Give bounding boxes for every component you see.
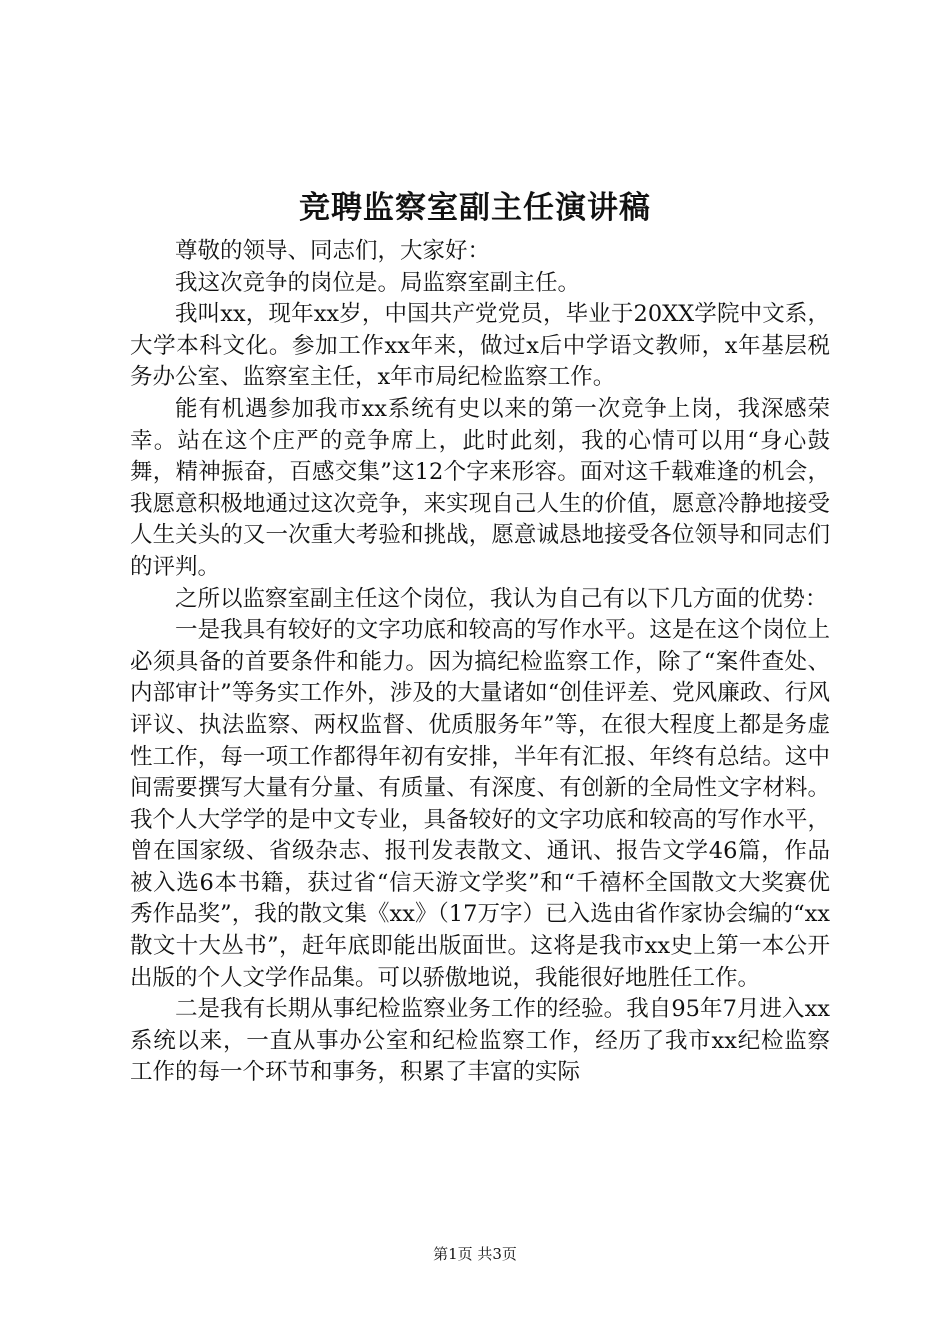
paragraph-advantage-two: 二是我有长期从事纪检监察业务工作的经验。我自95年7月进入xx系统以来，一直从事办公室和纪检监察工作，经历了我市xx纪检监察工作的每一个环节和事务，积累了丰富的实际	[130, 996, 830, 1086]
paragraph-advantage-one: 一是我具有较好的文字功底和较高的写作水平。这是在这个岗位上必须具备的首要条件和能力。因为搞纪检监察工作，除了“案件查处、内部审计”等务实工作外，涉及的大量诸如“创佳评差、党风廉政、行风评议、执法监察、两权监督、优质服务年”等，在很大程度上都是务虚性工作，每一项工作都得年初有安排，半年有汇报、年终有总结。这中间需要撰写大量有分量、有质量、有深度、有创新的全局性文字材料。我个人大学学的是中文专业，具备较好的文字功底和较高的写作水平，曾在国家级、省级杂志、报刊发表散文、通讯、报告文学46篇，作品被入选6本书籍，获过省“信天游文学奖”和“千禧杯全国散文大奖赛优秀作品奖”，我的散文集《xx》（17万字）已入选由省作家协会编的“xx散文十大丛书”，赶年底即能出版面世。这将是我市xx史上第一本公开出版的个人文学作品集。可以骄傲地说，我能很好地胜任工作。	[130, 617, 830, 991]
paragraph-position: 我这次竞争的岗位是。局监察室副主任。	[175, 269, 581, 296]
page-footer: 第1页 共3页	[433, 1245, 517, 1263]
document-body	[130, 236, 830, 1089]
paragraph-advantages-intro: 之所以监察室副主任这个岗位，我认为自己有以下几方面的优势：	[175, 585, 828, 612]
paragraph-greeting: 尊敬的领导、同志们，大家好：	[175, 238, 491, 264]
paragraph-introduction: 我叫xx，现年xx岁，中国共产党党员，毕业于20XX学院中文系，大学本科文化。参加工作xx年来，做过x后中学语文教师，x年基层税务办公室、监察室主任，x年市局纪检监察工作。	[130, 301, 830, 391]
document-title: 竞聘监察室副主任演讲稿	[299, 190, 651, 226]
paragraph-feelings: 能有机遇参加我市xx系统有史以来的第一次竞争上岗，我深感荣幸。站在这个庄严的竞争席上，此时此刻，我的心情可以用“身心鼓舞，精神振奋，百感交集”这12个字来形容。面对这千载难逢的机会，我愿意积极地通过这次竞争，来实现自己人生的价值，愿意冷静地接受人生关头的又一次重大考验和挑战，愿意诚恳地接受各位领导和同志们的评判。	[130, 395, 830, 580]
